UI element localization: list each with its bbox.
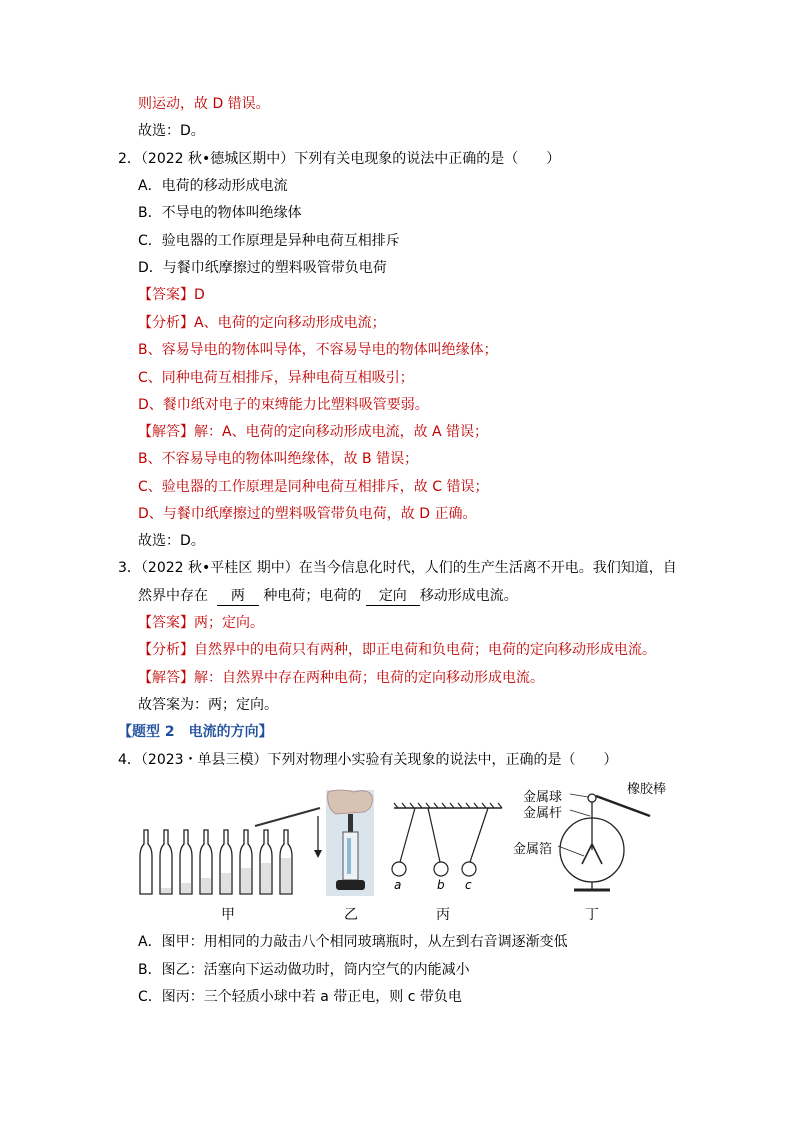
leader-metal-rod xyxy=(570,810,590,816)
figure-label-ding: 丁 xyxy=(585,907,599,923)
rubber-rod xyxy=(596,796,650,816)
q3-answer xyxy=(138,614,264,632)
ball-b xyxy=(434,862,448,876)
q3-stem-part-3: 移动形成电流。 xyxy=(419,588,518,604)
experiment-figures-svg xyxy=(130,786,690,926)
bottle-6 xyxy=(240,830,252,894)
q2-analysis-4: D、餐巾纸对电子的束缚能力比塑料吸管要弱。 xyxy=(138,397,429,413)
q4-figure xyxy=(130,782,690,926)
ball-label-a: a xyxy=(394,878,402,892)
thread-b xyxy=(428,808,440,862)
label-metal-rod: 金属杆 xyxy=(523,806,563,821)
leader-metal-ball xyxy=(570,794,588,797)
striker-stick xyxy=(255,808,320,826)
q2-analysis-3: C、同种电荷互相排斥，异种电荷互相吸引； xyxy=(138,370,414,386)
q3-final-answer: 故答案为：两；定向。 xyxy=(138,697,278,713)
q3-stem-part-2: 种电荷；电荷的 xyxy=(263,588,362,604)
piston-rod xyxy=(348,814,353,834)
q2-option-c: C．验电器的工作原理是异种电荷互相排斥 xyxy=(138,233,400,249)
bottle-1 xyxy=(140,830,152,894)
continuation-final-answer: 故选：D。 xyxy=(138,123,205,139)
thread-c xyxy=(470,808,488,862)
q2-option-a: A．电荷的移动形成电流 xyxy=(138,178,288,194)
figure-label-yi: 乙 xyxy=(344,907,358,923)
ball-a xyxy=(392,862,406,876)
q2-analysis-1 xyxy=(138,314,386,332)
piston-figure xyxy=(314,790,374,896)
thread-a xyxy=(400,808,415,862)
q2-solution-2: B、不容易导电的物体叫绝缘体，故 B 错误； xyxy=(138,451,419,467)
bottle-2 xyxy=(160,830,172,894)
figure-label-jia: 甲 xyxy=(221,907,235,923)
q4-option-b: B．图乙：活塞向下运动做功时，筒内空气的内能减小 xyxy=(138,962,470,978)
analysis-tag: 【分析】 xyxy=(138,642,194,658)
section-header: 【题型 2 电流的方向】 xyxy=(118,724,273,740)
solution-tag: 【解答】 xyxy=(138,424,194,440)
ball-label-b: b xyxy=(437,878,445,892)
ball-label-c: c xyxy=(465,878,472,892)
analysis-text: A、电荷的定向移动形成电流； xyxy=(194,315,386,331)
analysis-tag: 【分析】 xyxy=(138,315,194,331)
tube-highlight xyxy=(347,838,351,874)
ball-c xyxy=(462,862,476,876)
q2-final-answer: 故选：D。 xyxy=(138,533,205,549)
bottles-figure xyxy=(140,808,320,894)
q3-blank-1: 两 xyxy=(217,587,259,606)
q3-solution xyxy=(138,669,544,687)
q3-stem-line-1: 3．（2022 秋•平桂区 期中）在当今信息化时代，人们的生产生活离不开电。我们知道，自 xyxy=(118,560,677,576)
answer-tag: 【答案】 xyxy=(138,287,194,303)
label-metal-foil: 金属箔 xyxy=(513,842,553,857)
q3-stem-line-2 xyxy=(138,587,518,606)
q2-solution-3: C、验电器的工作原理是同种电荷互相排斥，故 C 错误； xyxy=(138,479,489,495)
q2-option-b: B．不导电的物体叫绝缘体 xyxy=(138,205,302,221)
solution-text: 解：A、电荷的定向移动形成电流，故 A 错误； xyxy=(194,424,489,440)
solution-tag: 【解答】 xyxy=(138,670,194,686)
continuation-line-1: 则运动，故 D 错误。 xyxy=(138,96,270,112)
answer-value: D xyxy=(194,287,205,303)
hand xyxy=(328,790,373,814)
q2-option-d: D．与餐巾纸摩擦过的塑料吸管带负电荷 xyxy=(138,260,387,276)
bottle-3 xyxy=(180,830,192,894)
q3-stem-part-1: 然界中存在 xyxy=(138,588,208,604)
label-rubber-rod: 橡胶棒 xyxy=(627,782,667,797)
tube-base xyxy=(336,880,365,890)
answer-tag: 【答案】 xyxy=(138,615,194,631)
q2-answer xyxy=(138,286,205,304)
q2-solution-4: D、与餐巾纸摩擦过的塑料吸管带负电荷，故 D 正确。 xyxy=(138,506,477,522)
bottle-4 xyxy=(200,830,212,894)
down-arrow-head xyxy=(314,850,322,858)
solution-text: 解：自然界中存在两种电荷；电荷的定向移动形成电流。 xyxy=(194,670,544,686)
analysis-text: 自然界中的电荷只有两种，即正电荷和负电荷；电荷的定向移动形成电流。 xyxy=(194,642,656,658)
bottle-7 xyxy=(260,830,272,894)
pendulum-figure xyxy=(392,803,502,876)
q3-analysis xyxy=(138,641,656,659)
q3-blank-2: 定向 xyxy=(366,587,420,606)
figure-label-bing: 丙 xyxy=(436,907,450,923)
electroscope-figure xyxy=(558,794,650,890)
answer-value: 两；定向。 xyxy=(194,615,264,631)
bottle-5 xyxy=(220,830,232,894)
q2-analysis-2: B、容易导电的物体叫导体，不容易导电的物体叫绝缘体； xyxy=(138,342,498,358)
q2-stem: 2．（2022 秋•德城区期中）下列有关电现象的说法中正确的是（ ） xyxy=(118,151,561,167)
q2-solution-1 xyxy=(138,423,488,441)
q4-option-c: C．图丙：三个轻质小球中若 a 带正电，则 c 带负电 xyxy=(138,989,462,1005)
q4-stem: 4．（2023・单县三模）下列对物理小实验有关现象的说法中，正确的是（ ） xyxy=(118,752,618,768)
metal-ball xyxy=(588,794,596,802)
bottle-8 xyxy=(280,830,292,894)
q4-option-a: A．图甲：用相同的力敲击八个相同玻璃瓶时，从左到右音调逐渐变低 xyxy=(138,934,568,950)
label-metal-ball: 金属球 xyxy=(523,790,563,805)
